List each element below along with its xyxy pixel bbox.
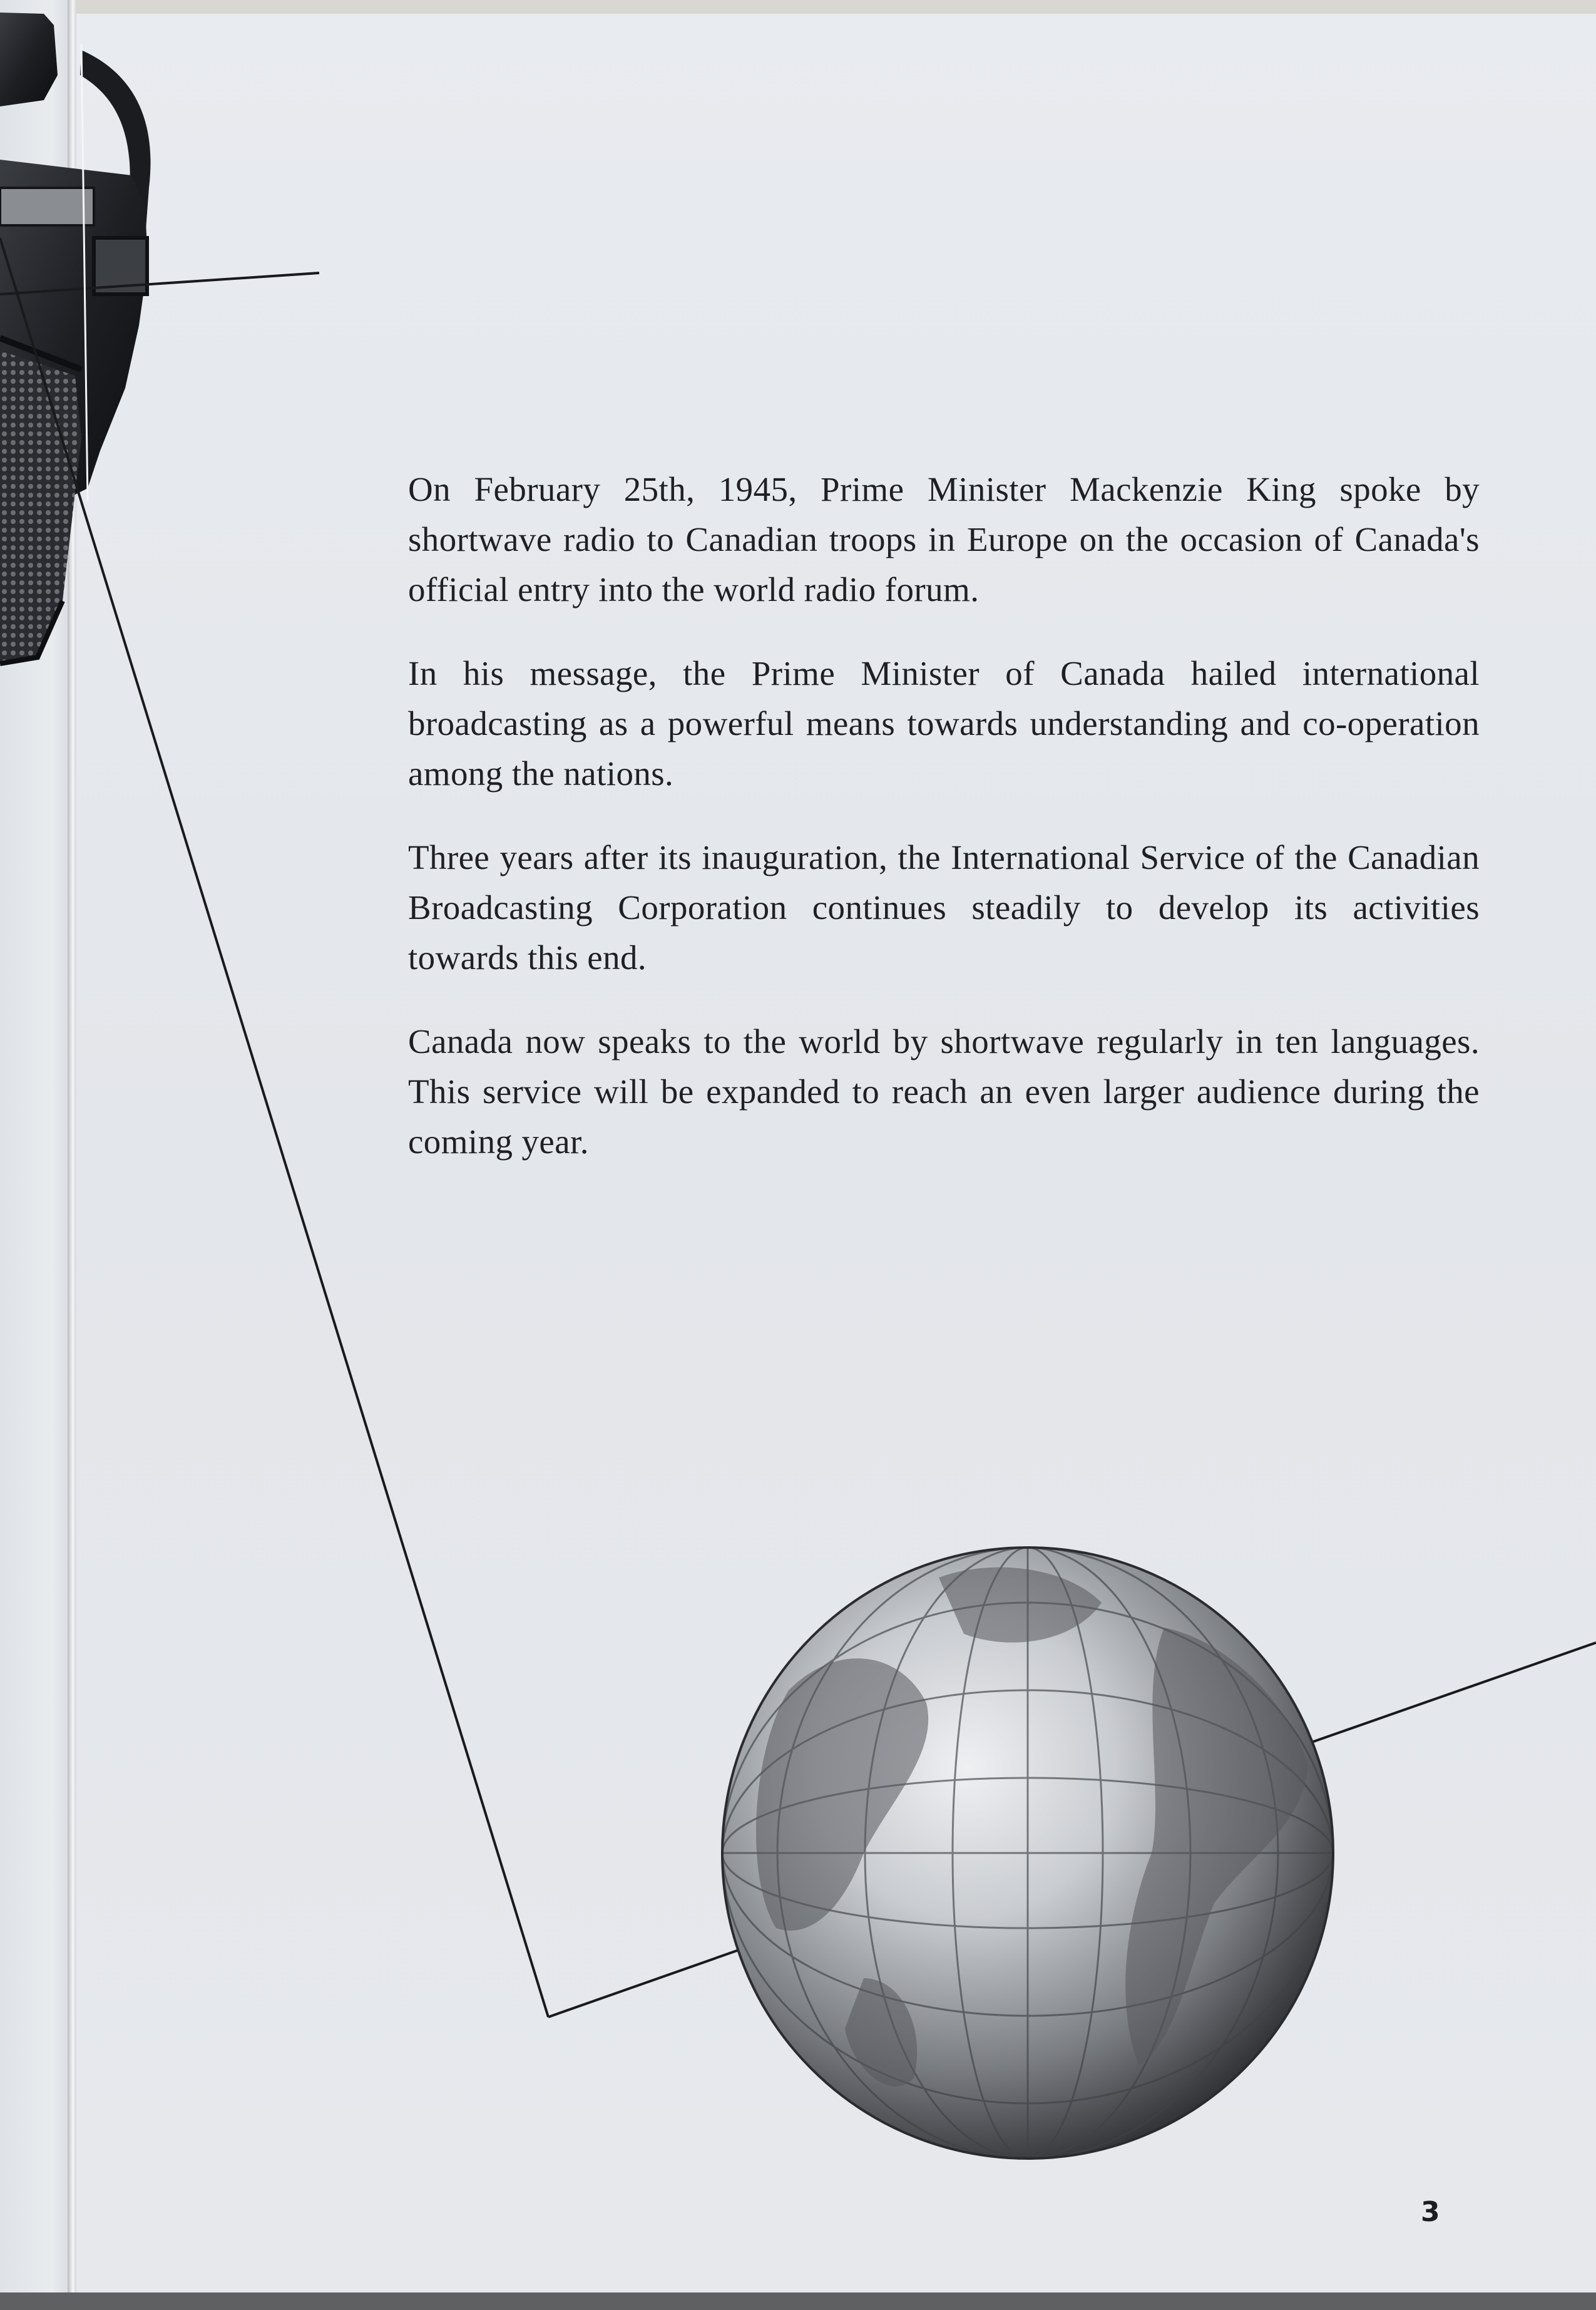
page-number: 3 [1421, 2196, 1440, 2228]
scan-bottom-edge [0, 2292, 1596, 2310]
microphone-illustration [0, 13, 319, 664]
paragraph-2: In his message, the Prime Minister of Canada hailed international broadcasting as a powerful means towards understanding and co-operation among the nations. [408, 654, 1480, 793]
globe-illustration [722, 1548, 1333, 2159]
paragraph-3: Three years after its inauguration, the International Service of the Canadian Broadcasting Corporation continues steadily to develop its activities towards this end. [408, 838, 1480, 977]
body-text [408, 465, 1480, 1201]
paragraph-1: On February 25th, 1945, Prime Minister Mackenzie King spoke by shortwave radio to Canadian troops in Europe on the occasion of Canada's official entry into the world radio forum. [408, 470, 1480, 608]
paragraph-4: Canada now speaks to the world by shortwave regularly in ten languages. This service will be expanded to reach an even larger audience during the coming year. [408, 1022, 1480, 1161]
